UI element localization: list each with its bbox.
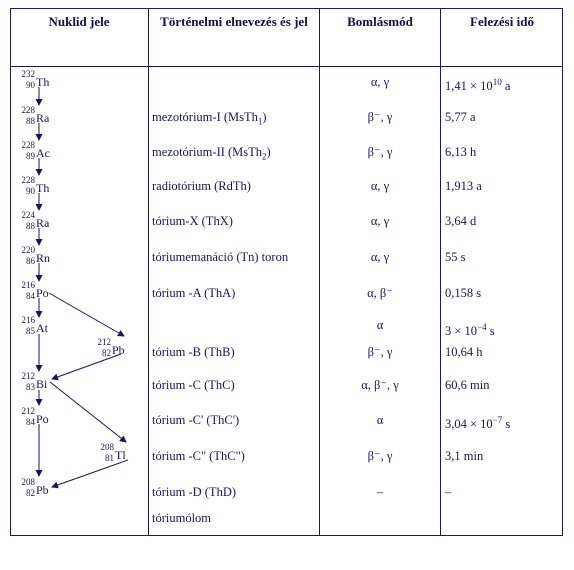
- element-symbol: Ra: [36, 216, 50, 230]
- historical-name: tóriumemanáció (Tn) toron: [152, 250, 289, 264]
- decay-mode: α, γ: [370, 250, 390, 264]
- decay-mode: α, γ: [370, 214, 390, 228]
- element-symbol: Rn: [36, 251, 51, 265]
- header-historical: Történelmi elnevezés és jel: [160, 14, 308, 29]
- historical-name: tórium -D (ThD): [152, 485, 237, 499]
- element-symbol: Bi: [36, 377, 48, 391]
- mass-number: 228: [21, 175, 35, 185]
- atomic-number: 83: [26, 382, 35, 392]
- element-symbol: Tl: [115, 448, 126, 462]
- historical-name: tórium -C" (ThC"): [152, 449, 245, 463]
- atomic-number: 81: [105, 453, 114, 463]
- half-life: 5,77 a: [445, 110, 476, 124]
- historical-name: mezotórium-I (MsTh$_1$): [152, 110, 267, 127]
- decay-mode: α: [376, 413, 384, 427]
- decay-mode: β⁻, γ: [367, 449, 393, 463]
- half-life: 1,913 a: [445, 179, 482, 193]
- atomic-number: 84: [26, 291, 35, 301]
- mass-number: 224: [21, 210, 35, 220]
- decay-mode: –: [376, 485, 384, 499]
- historical-name: tórium -B (ThB): [152, 345, 235, 359]
- element-symbol: Pb: [112, 343, 125, 357]
- element-symbol: Po: [36, 412, 49, 426]
- element-symbol: Ra: [36, 111, 50, 125]
- decay-mode: α, γ: [370, 75, 390, 89]
- decay-mode: α, β⁻: [367, 286, 393, 300]
- half-life: 10,64 h: [445, 345, 483, 359]
- element-symbol: Pb: [36, 483, 49, 497]
- arrow: [52, 460, 128, 487]
- decay-mode: β⁻, γ: [367, 110, 393, 124]
- mass-number: 220: [21, 245, 35, 255]
- element-symbol: Po: [36, 286, 49, 300]
- decay-mode: α, γ: [370, 179, 390, 193]
- historical-name: tórium -C (ThC): [152, 378, 235, 392]
- atomic-number: 82: [102, 348, 111, 358]
- arrow: [52, 354, 121, 379]
- decay-mode: β⁻, γ: [367, 345, 393, 359]
- half-life: 55 s: [445, 250, 466, 264]
- mass-number: 212: [21, 406, 35, 416]
- mass-number: 212: [21, 371, 35, 381]
- historical-name: radiotórium (RdTh): [152, 179, 251, 193]
- mass-number: 212: [97, 337, 111, 347]
- mass-number: 232: [21, 69, 35, 79]
- half-life: 60,6 min: [445, 378, 490, 392]
- half-life: $3,04 \times 10^{-7}$ s: [445, 415, 511, 432]
- element-symbol: Th: [36, 75, 50, 89]
- decay-mode: α: [376, 318, 384, 332]
- half-life: 3,64 d: [445, 214, 477, 228]
- historical-name: mezotórium-II (MsTh$_2$): [152, 145, 271, 162]
- decay-mode: α, β⁻, γ: [361, 378, 399, 392]
- half-life: 3,1 min: [445, 449, 484, 463]
- header-decay: Bomlásmód: [347, 14, 413, 29]
- half-life: $3 \times 10^{-4}$ s: [445, 322, 495, 339]
- mass-number: 208: [21, 477, 35, 487]
- atomic-number: 84: [26, 417, 35, 427]
- mass-number: 228: [21, 140, 35, 150]
- half-life: 6,13 h: [445, 145, 477, 159]
- arrow: [49, 293, 124, 336]
- atomic-number: 82: [26, 488, 35, 498]
- element-symbol: At: [36, 321, 48, 335]
- half-life: –: [445, 485, 452, 499]
- decay-mode: β⁻, γ: [367, 145, 393, 159]
- half-life: 0,158 s: [445, 286, 482, 300]
- atomic-number: 90: [26, 186, 35, 196]
- atomic-number: 89: [26, 151, 35, 161]
- atomic-number: 85: [26, 326, 35, 336]
- mass-number: 228: [21, 105, 35, 115]
- historical-name: tórium -C' (ThC'): [152, 413, 240, 427]
- mass-number: 208: [100, 442, 114, 452]
- atomic-number: 86: [26, 256, 35, 266]
- element-symbol: Ac: [36, 146, 50, 160]
- element-symbol: Th: [36, 181, 50, 195]
- header-halflife: Felezési idő: [470, 14, 534, 29]
- atomic-number: 88: [26, 221, 35, 231]
- historical-name: tórium-X (ThX): [152, 214, 233, 228]
- arrow: [50, 382, 126, 442]
- atomic-number: 88: [26, 116, 35, 126]
- half-life: $1,41 \times 10^{10}$ a: [445, 77, 511, 94]
- historical-name: tóriumólom: [152, 511, 212, 525]
- mass-number: 216: [21, 280, 35, 290]
- historical-name: tórium -A (ThA): [152, 286, 236, 300]
- atomic-number: 90: [26, 80, 35, 90]
- header-nuclide: Nuklid jele: [48, 14, 110, 29]
- mass-number: 216: [21, 315, 35, 325]
